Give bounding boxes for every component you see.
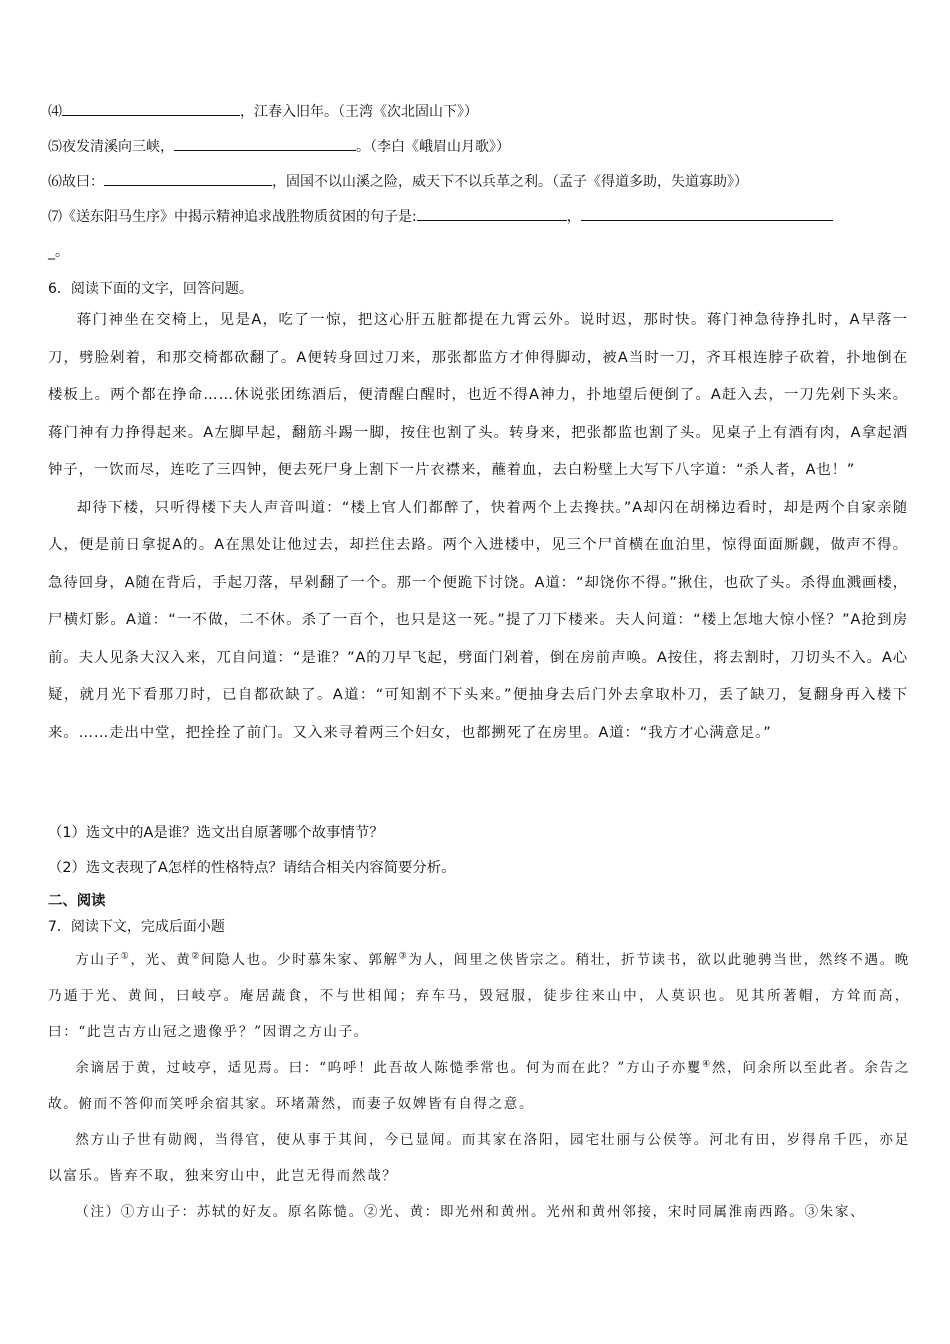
sub-question-2: （2）选文表现了A怎样的性格特点？请结合相关内容简要分析。	[48, 860, 456, 876]
sub-question-1: （1）选文中的A是谁？选文出自原著哪个故事情节？	[48, 825, 384, 841]
text-run: 余谪居于黄，过岐亭，适见焉。曰：“呜呼！此吾故人陈慥季常也。何为而在此？”方山子亦矍	[75, 1060, 703, 1076]
answer-blank	[417, 206, 567, 221]
text-run: 然，问余所以至此者。余告之故。俯而不答仰而笑呼余宿其家。环堵萧然，而妻子奴婢皆有自得之意。	[48, 1060, 910, 1112]
text-run: 为人，闾里之侠皆宗之。稍壮，折节读书，欲以此驰骋当世，然终不遇。晚乃遁于光、黄间，曰岐亭。庵居蔬食，不与世相闻；弃车马，毁冠服，徒步往来山中，人莫识也。见其所著帽，方耸而高，曰：“此岂古方山冠之遗像乎？”因谓之方山子。	[48, 952, 910, 1040]
item-text: _。	[48, 244, 69, 260]
footnote-line: （注）①方山子：苏轼的好友。原名陈慥。②光、黄：即光州和黄州。光州和黄州邻接，宋时同属淮南西路。③朱家、	[75, 1204, 866, 1220]
fill-item-4	[48, 101, 908, 122]
question-7-heading: 7．阅读下文，完成后面小题	[48, 919, 225, 935]
item-text: 故曰：	[62, 174, 104, 190]
question-6-passage	[48, 302, 908, 752]
text-run: 间隐人也。少时慕朱家、郭解	[200, 952, 399, 968]
answer-blank	[104, 171, 272, 186]
text-run: 方山子	[75, 952, 121, 968]
fill-item-5	[48, 136, 908, 157]
question-6-heading: 6．阅读下面的文字，回答问题。	[48, 281, 253, 297]
passage-paragraph: 然方山子世有勋阀，当得官，使从事于其间，今已显闻。而其家在洛阳，园宅壮丽与公侯等。河北有田，岁得帛千匹，亦足以富乐。皆弃不取，独来穷山中，此岂无得而然哉？	[48, 1132, 910, 1184]
text-run: ，光、黄	[130, 952, 192, 968]
footnote-mark: ①	[120, 951, 131, 962]
fill-item-7	[48, 206, 908, 227]
item-text: 。（李白《峨眉山月歌》）	[356, 139, 510, 155]
passage-paragraph: 蒋门神坐在交椅上，见是A，吃了一惊，把这心肝五脏都提在九霄云外。说时迟，那时快。蒋门神急待挣扎时，A早落一刀，劈脸剁着，和那交椅都砍翻了。A便转身回过刀来，那张都监方才伸得脚动，被A当时一刀，齐耳根连脖子砍着，扑地倒在楼板上。两个都在挣命……休说张团练酒后，便清醒白醒时，也近不得A神力，扑地望后便倒了。A赶入去，一刀先剁下头来。蒋门神有力挣得起来。A左脚早起，翻筋斗踢一脚，按住也割了头。转身来，把张都监也割了头。见桌子上有酒有肉，A拿起酒钟子，一饮而尽，连吃了三四钟，便去死尸身上割下一片衣襟来，蘸着血，去白粉壁上大写下八字道：“杀人者，A也！”	[48, 312, 908, 478]
footnote-mark: ④	[702, 1059, 712, 1070]
passage-paragraph: 却待下楼，只听得楼下夫人声音叫道：“楼上官人们都醉了，快着两个上去搀扶。”A却闪在胡梯边看时，却是两个自家亲随人，便是前日拿捉A的。A在黑处让他过去，却拦住去路。两个入进楼中，见三个尸首横在血泊里，惊得面面厮觑，做声不得。急待回身，A随在背后，手起刀落，早剁翻了一个。那一个便跪下讨饶。A道：“却饶你不得。”揪住，也砍了头。杀得血溅画楼，尸横灯影。A道：“一不做，二不休。杀了一百个，也只是这一死。”提了刀下楼来。夫人问道：“楼上怎地大惊小怪？”A抢到房前。夫人见条大汉入来，兀自问道：“是谁？”A的刀早飞起，劈面门剁着，倒在房前声唤。A按住，将去割时，刀切头不入。A心疑，就月光下看那刀时，已自都砍缺了。A道：“可知割不下头来。”便抽身去后门外去拿取朴刀，丢了缺刀，复翻身再入楼下来。……走出中堂，把拴拴了前门。又入来寻着两三个妇女，也都搠死了在房里。A道：“我方才心满意足。”	[48, 499, 908, 741]
item-number: ⑺	[48, 209, 62, 225]
passage-paragraph	[48, 1050, 910, 1122]
footnote-mark: ③	[398, 951, 409, 962]
item-number: ⑸	[48, 139, 62, 155]
item-text: 夜发清溪向三峡，	[62, 139, 174, 155]
fill-item-7-end	[48, 242, 908, 262]
answer-blank	[62, 101, 240, 116]
answer-blank	[581, 206, 833, 221]
item-text: ，固国不以山溪之险，威天下不以兵革之利。（孟子《得道多助，失道寡助》）	[272, 174, 748, 190]
passage-paragraph	[48, 942, 910, 1050]
item-text: 《送东阳马生序》中揭示精神追求战胜物质贫困的句子是:	[62, 209, 417, 225]
question-7-passage	[48, 942, 910, 1230]
footnote-mark: ②	[191, 951, 201, 962]
item-number: ⑷	[48, 104, 62, 120]
item-text: ，	[566, 209, 581, 225]
answer-blank	[174, 136, 356, 151]
fill-item-6	[48, 171, 908, 192]
item-number: ⑹	[48, 174, 62, 190]
item-text: ，江春入旧年。（王湾《次北固山下》）	[240, 104, 478, 120]
section-title: 二、阅读	[48, 893, 106, 909]
